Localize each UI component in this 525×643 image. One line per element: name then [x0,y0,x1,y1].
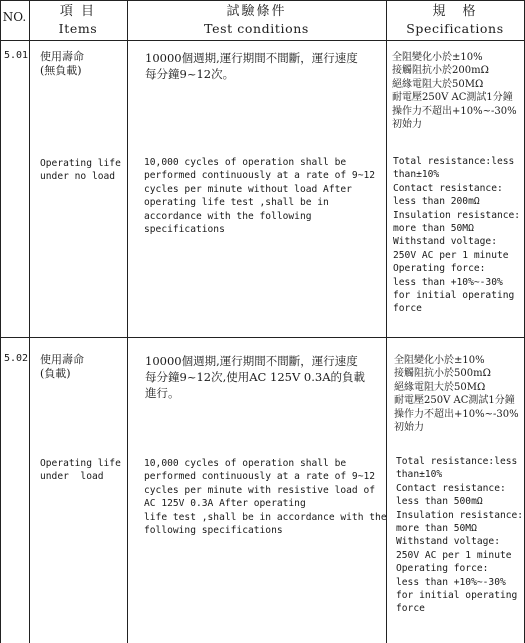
spec-en: Total resistance:less than±10% Contact resistance: less than 200mΩ Insulation resistance: more than 50MΩ Withstand voltage: 250V AC per 1 minute Operating force: less than +10%~-30% for initial operating force [393,156,521,315]
header-items-zh: 項 目 [59,4,97,19]
condition-zh: 10000個週期,運行期間不間斷，運行速度 每分鐘9~12次。 [145,51,358,81]
header-spec-en: Specifications [406,21,504,36]
header-specifications [386,3,524,37]
row-number: 5.02 [4,353,29,364]
spec-en: Total resistance:less than±10% Contact resistance: less than 500mΩ Insulation resistance: more than 50MΩ Withstand voltage: 250V AC per 1 minute Operating force: less than +10%~-30% for initial operating force [396,456,524,615]
column-divider-conditions [386,0,387,643]
header-test-en: Test conditions [204,21,309,36]
header-items-en: Items [58,21,98,36]
table-left-border [0,0,1,643]
header-spec-zh: 規 格 [432,4,478,19]
header-test-conditions [127,3,386,37]
header-no: NO. [2,10,27,24]
row-divider [0,337,525,338]
item-zh: 使用壽命 (負載) [40,353,84,380]
item-zh: 使用壽命 (無負載) [40,50,84,77]
header-items [29,3,127,37]
condition-zh: 10000個週期,運行期間不間斷，運行速度 每分鐘9~12次,使用AC 125V 0.3A的負載 進行。 [145,354,366,400]
item-en: Operating life under load [40,458,121,483]
spec-zh: 全阻變化小於±10% 接觸阻抗小於500mΩ 絕緣電阻大於50MΩ 耐電壓250V AC測試1分鐘 操作力不超出+10%~-30% 初始力 [394,355,519,434]
condition-en: 10,000 cycles of operation shall be performed continuously at a rate of 9~12 cycles per minute with resistive load of AC 125V 0.3A After operating life test ,shall be in accordance with the following specifications [144,458,387,537]
row-number: 5.01 [4,50,29,61]
column-divider-no [29,0,30,643]
item-en: Operating life under no load [40,158,121,183]
header-test-zh: 試驗條件 [226,4,287,19]
table-top-border [0,0,525,1]
condition-en: 10,000 cycles of operation shall be performed continuously at a rate of 9~12 cycles per minute without load After operating life test ,shall be in accordance with the following specifications [144,157,376,236]
spec-zh: 全阻變化小於±10% 接觸阻抗小於200mΩ 絕緣電阻大於50MΩ 耐電壓250V AC測試1分鐘 操作力不超出+10%~-30% 初始力 [392,52,517,131]
header-bottom-border [0,40,525,41]
column-divider-items [127,0,128,643]
